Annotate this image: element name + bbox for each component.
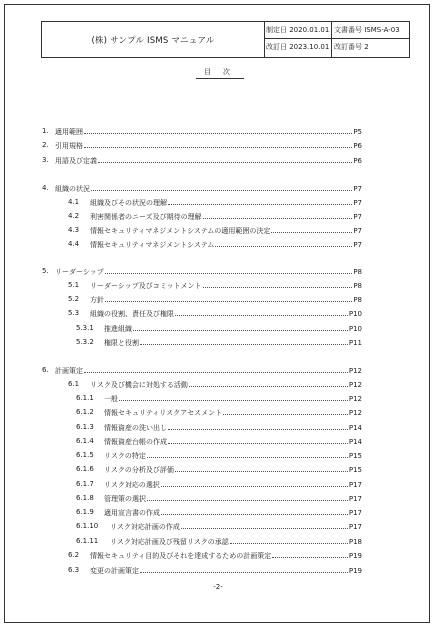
toc-entry-page: P8 (353, 282, 362, 290)
toc-entry-number: 6.1.5 (76, 451, 94, 459)
toc-entry-title: リスク及び機会に対処する活動 (90, 381, 188, 389)
toc-entry[interactable] (0, 154, 436, 166)
toc-leader-dots (189, 378, 348, 387)
toc-entry-title: 推進組織 (104, 325, 132, 333)
toc-entry-page: P12 (348, 409, 362, 417)
toc-entry-page: P14 (348, 438, 362, 446)
toc-entry-title: リーダーシップ及びコミットメント (90, 282, 202, 290)
toc-leader-dots (181, 520, 348, 529)
toc-entry-page: P10 (348, 310, 362, 318)
toc-leader-dots (105, 265, 353, 274)
toc-entry-number: 6.3 (68, 566, 80, 574)
toc-entry-page: P17 (348, 523, 362, 531)
toc-entry-title: 利害関係者のニーズ及び期待の理解 (90, 213, 202, 221)
manual-title: (株) サンプル ISMS マニュアル (42, 22, 265, 57)
toc-entry-title: リーダーシップ (55, 268, 104, 276)
toc-entry[interactable] (0, 520, 436, 532)
toc-entry[interactable] (0, 478, 436, 490)
toc-entry-title: 用語及び定義 (55, 157, 97, 165)
toc-entry-title: 変更の計画策定 (90, 567, 139, 575)
toc-entry[interactable] (0, 549, 436, 561)
toc-entry[interactable] (0, 307, 436, 319)
toc-entry-title: 適用宣言書の作成 (104, 509, 160, 517)
toc-entry[interactable] (0, 293, 436, 305)
toc-entry[interactable] (0, 378, 436, 390)
toc-leader-dots (119, 392, 348, 401)
toc-entry-number: 4.3 (68, 226, 80, 234)
toc-leader-dots (168, 196, 352, 205)
toc-leader-dots (175, 463, 348, 472)
toc-entry-title: リスクの特定 (104, 452, 146, 460)
toc-entry-number: 6.2 (68, 551, 80, 559)
toc-entry-page: P18 (348, 538, 362, 546)
toc-entry[interactable] (0, 421, 436, 433)
toc-leader-dots (91, 182, 352, 191)
toc-entry-title: 情報セキュリティ目的及びそれを達成するための計画策定 (90, 552, 272, 560)
toc-entry-title: リスク対応計画及び残留リスクの承認 (110, 538, 229, 546)
toc-leader-dots (272, 549, 348, 558)
toc-entry-number: 6.1.7 (76, 480, 94, 488)
toc-entry[interactable] (0, 224, 436, 236)
toc-entry-number: 5.3 (68, 309, 80, 317)
toc-entry[interactable] (0, 265, 436, 277)
revised-date: 改訂日 2023.10.01 (264, 39, 332, 57)
page-number: -2- (213, 583, 223, 591)
toc-entry[interactable] (0, 182, 436, 194)
toc-entry[interactable] (0, 196, 436, 208)
toc-entry-title: 情報資産台帳の作成 (104, 438, 167, 446)
toc-entry-page: P7 (353, 241, 362, 249)
toc-entry[interactable] (0, 336, 436, 348)
toc-entry-number: 6.1.3 (76, 423, 94, 431)
toc-entry-page: P14 (348, 424, 362, 432)
toc-leader-dots (203, 210, 353, 219)
toc-entry-page: P17 (348, 481, 362, 489)
toc-entry-number: 6.1.6 (76, 465, 94, 473)
toc-leader-dots (147, 449, 348, 458)
toc-entry[interactable] (0, 463, 436, 475)
toc-leader-dots (105, 293, 352, 302)
toc-entry-page: P7 (353, 185, 362, 193)
toc-entry-number: 6.1.2 (76, 408, 94, 416)
toc-entry-title: 計画策定 (55, 367, 83, 375)
toc-entry-title: 権限と役割 (104, 339, 139, 347)
toc-entry[interactable] (0, 506, 436, 518)
toc-leader-dots (168, 421, 348, 430)
toc-entry-page: P12 (348, 367, 362, 375)
toc-leader-dots (84, 364, 348, 373)
toc-entry-number: 6.1.8 (76, 494, 94, 502)
toc-entry[interactable] (0, 139, 436, 151)
toc-entry-number: 5.2 (68, 295, 80, 303)
toc-entry-title: リスク対応計画の作成 (110, 523, 180, 531)
toc-entry-title: リスク対応の選択 (104, 481, 160, 489)
toc-entry-number: 4. (42, 184, 49, 192)
toc-entry-number: 6.1.11 (76, 537, 99, 545)
toc-entry-number: 6.1.1 (76, 394, 94, 402)
revision-number: 改訂番号 2 (334, 43, 369, 51)
toc-entry-page: P17 (348, 509, 362, 517)
toc-entry-title: 組織及びその状況の理解 (90, 199, 167, 207)
toc-entry[interactable] (0, 492, 436, 504)
toc-heading-underline (196, 78, 244, 79)
toc-entry-title: 情報セキュリティマネジメントシステムの適用範囲の決定 (90, 227, 271, 235)
toc-leader-dots (140, 564, 348, 573)
toc-leader-dots (84, 125, 352, 134)
toc-entry-page: P7 (353, 213, 362, 221)
toc-entry[interactable] (0, 392, 436, 404)
toc-entry-number: 4.4 (68, 240, 80, 248)
toc-entry-page: P12 (348, 381, 362, 389)
toc-entry[interactable] (0, 564, 436, 576)
toc-leader-dots (271, 224, 352, 233)
toc-entry[interactable] (0, 322, 436, 334)
toc-entry-page: P15 (348, 452, 362, 460)
toc-leader-dots (161, 506, 348, 515)
toc-entry-number: 4.1 (68, 198, 80, 206)
toc-entry[interactable] (0, 279, 436, 291)
toc-entry-number: 5. (42, 267, 49, 275)
toc-entry-page: P17 (348, 495, 362, 503)
toc-entry-title: 適用範囲 (55, 128, 83, 136)
toc-entry-title: 情報資産の洗い出し (104, 424, 167, 432)
toc-entry-page: P11 (348, 339, 362, 347)
toc-entry-page: P6 (353, 157, 362, 165)
toc-leader-dots (203, 279, 353, 288)
document-number: 文書番号 ISMS-A-03 (332, 22, 409, 39)
document-header (41, 21, 410, 58)
toc-entry-title: 組織の役割、責任及び権限 (90, 310, 174, 318)
toc-entry[interactable] (0, 535, 436, 547)
toc-entry-number: 5.3.1 (76, 324, 94, 332)
toc-entry-number: 6.1.9 (76, 508, 94, 516)
toc-heading: 目次 (204, 68, 242, 76)
toc-entry[interactable] (0, 125, 436, 137)
toc-entry-title: 方針 (90, 296, 104, 304)
toc-entry-page: P19 (348, 567, 362, 575)
toc-entry-page: P12 (348, 395, 362, 403)
toc-leader-dots (230, 535, 348, 544)
toc-leader-dots (84, 139, 352, 148)
toc-entry-title: 組織の状況 (55, 185, 90, 193)
toc-entry-number: 6.1.10 (76, 522, 99, 530)
toc-entry-title: 引用規格 (55, 142, 83, 150)
toc-entry[interactable] (0, 210, 436, 222)
toc-leader-dots (215, 238, 352, 247)
toc-entry-number: 6. (42, 366, 49, 374)
toc-entry-title: 一般 (104, 395, 118, 403)
toc-leader-dots (98, 154, 352, 163)
toc-entry-number: 4.2 (68, 212, 80, 220)
toc-entry-page: P15 (348, 466, 362, 474)
toc-entry-title: 管理策の選択 (104, 495, 146, 503)
toc-entry-number: 3. (42, 156, 49, 164)
toc-leader-dots (223, 406, 348, 415)
toc-entry[interactable] (0, 449, 436, 461)
toc-leader-dots (175, 307, 348, 316)
toc-entry-number: 6.1 (68, 380, 80, 388)
toc-entry-number: 2. (42, 141, 49, 149)
toc-entry-number: 6.1.4 (76, 437, 94, 445)
toc-entry[interactable] (0, 435, 436, 447)
toc-entry-page: P10 (348, 325, 362, 333)
toc-leader-dots (140, 336, 348, 345)
toc-entry[interactable] (0, 238, 436, 250)
toc-entry-page: P5 (353, 128, 362, 136)
toc-leader-dots (161, 478, 348, 487)
toc-leader-dots (133, 322, 348, 331)
toc-entry[interactable] (0, 364, 436, 376)
toc-leader-dots (168, 435, 348, 444)
toc-entry-page: P7 (353, 199, 362, 207)
toc-entry-page: P8 (353, 268, 362, 276)
toc-entry-number: 1. (42, 127, 49, 135)
toc-entry-page: P19 (348, 552, 362, 560)
toc-entry-number: 5.3.2 (76, 338, 94, 346)
toc-entry[interactable] (0, 406, 436, 418)
toc-entry-page: P8 (353, 296, 362, 304)
toc-leader-dots (147, 492, 348, 501)
toc-entry-page: P6 (353, 142, 362, 150)
toc-entry-title: リスクの分析及び評価 (104, 466, 174, 474)
toc-entry-title: 情報セキュリティマネジメントシステム (90, 241, 215, 249)
toc-entry-page: P7 (353, 227, 362, 235)
toc-entry-number: 5.1 (68, 281, 80, 289)
toc-entry-title: 情報セキュリティリスクアセスメント (104, 409, 223, 417)
established-date: 制定日 2020.01.01 (264, 22, 332, 39)
